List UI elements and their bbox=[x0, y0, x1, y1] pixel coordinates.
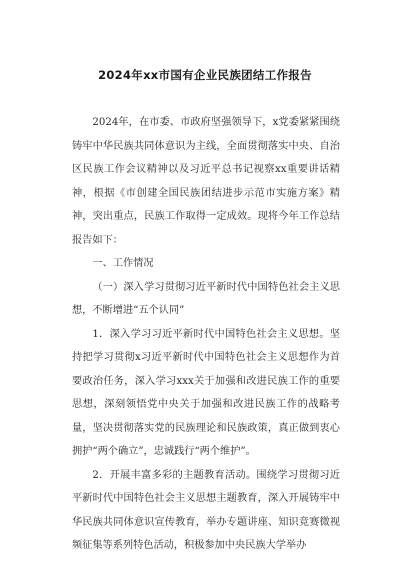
intro-paragraph: 2024年，在市委、市政府坚强领导下，x党委紧紧围绕铸牢中华民族共同体意识为主线，全面贯彻落实中央、自治区民族工作会议精神以及习近平总书记视察xx重要讲话精神，根据《市创建全国民族团结进步示范市实施方案》精神，突出重点，民族工作取得一定成效。现将今年工作总结报告如下： bbox=[72, 117, 340, 246]
item-paragraph-1: 1．深入学习习近平新时代中国特色社会主义思想。坚持把学习贯彻x习近平新时代中国特色社会主义思想作为首要政治任务，深入学习xxx关于加强和改进民族工作的重要思想，深刻领悟党中央关于加强和改进民族工作的战略考量，坚决贯彻落实党的民族理论和民族政策，真正做到衷心拥护“两个确立”，忠诚践行“两个维护”。 bbox=[72, 328, 340, 457]
document-title: 2024年xx市国有企业民族团结工作报告 bbox=[98, 68, 312, 82]
subsection-heading-study: （一）深入学习贯彻习近平新时代中国特色社会主义思想，不断增进“五个认同” bbox=[72, 281, 340, 316]
document-body bbox=[72, 111, 340, 558]
item-paragraph-2: 2．开展丰富多彩的主题教育活动。围绕学习贯彻习近平新时代中国特色社会主义思想主题教育，深入开展铸牢中华民族共同体意识宣传教育，举办专题讲座、知识竞赛微视频征集等系列特色活动，积极参加中央民族大学举办 bbox=[72, 469, 340, 551]
section-heading-work-status: 一、工作情况 bbox=[92, 258, 154, 269]
